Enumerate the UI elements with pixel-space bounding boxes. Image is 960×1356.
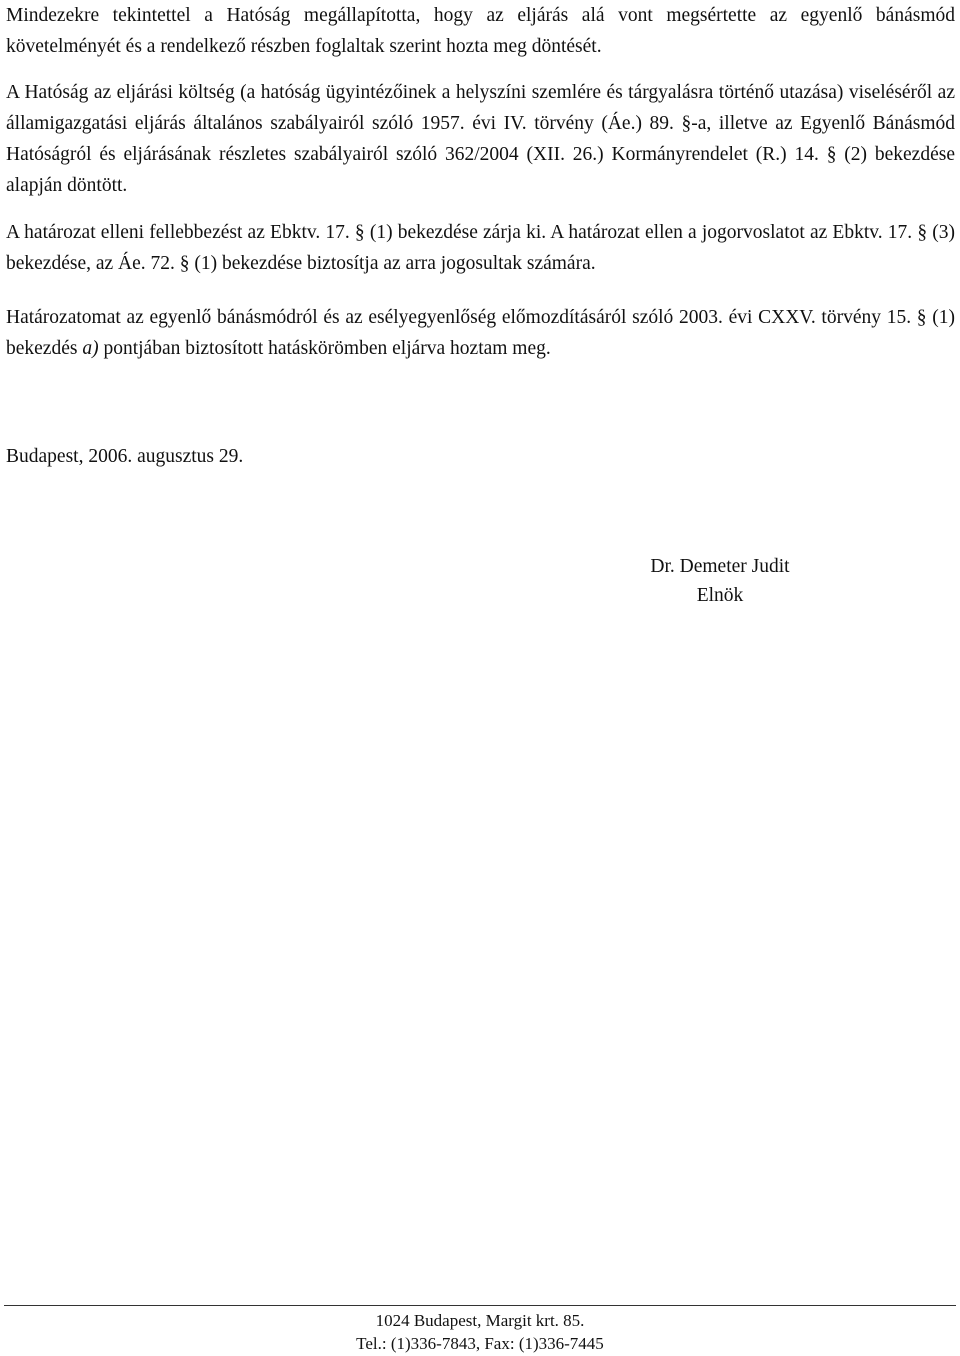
paragraph-findings: Mindezekre tekintettel a Hatóság megállapította, hogy az eljárás alá vont megsértette az egyenlő bánásmód követelményét és a rendelkező részben foglaltak szerint hozta meg döntését. [6,5,955,57]
footer [0,1309,960,1355]
date-line: Budapest, 2006. augusztus 29. [6,446,244,467]
paragraph-authority [6,302,955,364]
signature-block [600,552,840,610]
signatory-title: Elnök [696,585,744,606]
authority-text-after: pontjában biztosított hatáskörömben eljárva hoztam meg. [98,338,551,359]
footer-divider [4,1305,956,1306]
paragraph-legal-remedy: A határozat elleni fellebbezést az Ebktv. 17. § (1) bekezdése zárja ki. A határozat ellen a jogorvoslatot az Ebktv. 17. § (3) bekezdése, az Áe. 72. § (1) bekezdése biztosítja az arra jogosultak számára. [6,222,955,274]
footer-address: 1024 Budapest, Margit krt. 85. [375,1311,585,1330]
paragraph-procedural-costs: A Hatóság az eljárási költség (a hatóság ügyintézőinek a helyszíni szemlére és tárgyalásra történő utazása) viseléséről az államigazgatási eljárás általános szabályairól szóló 1957. évi IV. törvény (Áe.) 89. §-a, illetve az Egyenlő Bánásmód Hatóságról és eljárásának részletes szabályairól szóló 362/2004 (XII. 26.) Kormányrendelet (R.) 14. § (2) bekezdése alapján döntött. [6,82,955,196]
signatory-name: Dr. Demeter Judit [650,556,790,577]
authority-text-before: Határozatomat az egyenlő bánásmódról és az esélyegyenlőség előmozdításáról szóló 2003. évi CXXV. törvény 15. § (1) bekezdés [6,307,955,359]
authority-text-italic: a) [82,338,99,359]
footer-contact: Tel.: (1)336-7843, Fax: (1)336-7445 [356,1334,604,1353]
